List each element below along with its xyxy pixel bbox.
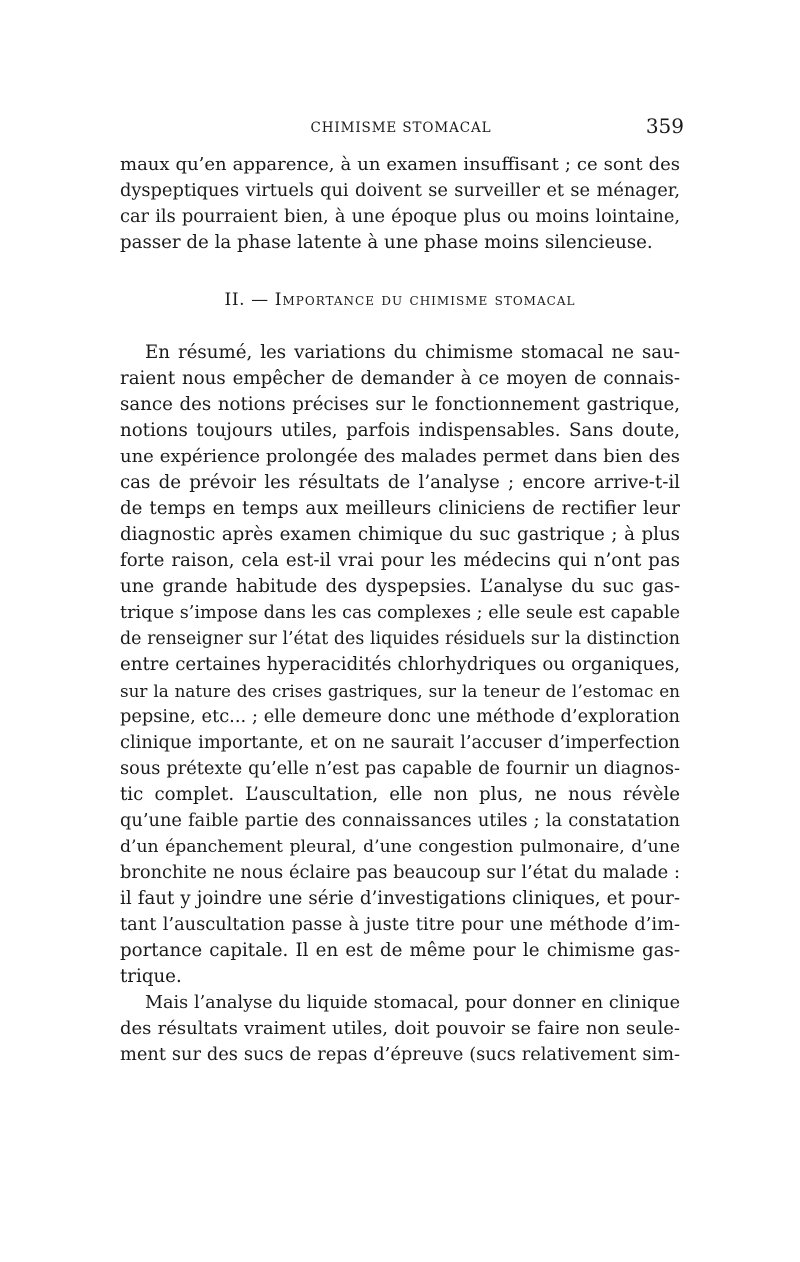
text-line: tant l’auscultation passe à juste titre pour une méthode d’im- xyxy=(120,914,680,935)
text-line: Mais l’analyse du liquide stomacal, pour donner en clinique xyxy=(145,993,680,1013)
text-line: d’un épanchement pleural, d’une congestion pulmonaire, d’une xyxy=(120,837,680,857)
text-line: diagnostic après examen chimique du suc gastrique ; à plus xyxy=(120,524,680,545)
running-head xyxy=(118,114,684,144)
text-line: sur la nature des crises gastriques, sur la teneur de l’estomac en xyxy=(120,681,680,701)
text-line: trique s’impose dans les cas complexes ; elle seule est capable xyxy=(120,603,680,623)
text-line: une expérience prolongée des malades permet dans bien des xyxy=(120,446,680,467)
text-line: dyspeptiques virtuels qui doivent se surveiller et se ménager, xyxy=(120,180,680,201)
text-line: sous prétexte qu’elle n’est pas capable de fournir un diagnos- xyxy=(120,758,680,779)
section-heading xyxy=(120,290,680,310)
text-line: cas de prévoir les résultats de l’analyse ; encore arrive-t-il xyxy=(120,472,680,493)
text-line: sance des notions précises sur le fonctionnement gastrique, xyxy=(120,394,680,415)
running-title: CHIMISME STOMACAL xyxy=(310,120,492,136)
text-line: tic complet. L’auscultation, elle non plus, ne nous révèle xyxy=(120,784,680,805)
text-line: En résumé, les variations du chimisme stomacal ne sau- xyxy=(145,342,680,363)
section-number: II. — xyxy=(224,290,269,310)
text-line: une grande habitude des dyspepsies. L’analyse du suc gas- xyxy=(120,576,680,597)
text-line: passer de la phase latente à une phase moins silencieuse. xyxy=(120,232,653,253)
text-line: maux qu’en apparence, à un examen insuffisant ; ce sont des xyxy=(120,154,680,175)
text-line: de renseigner sur l’état des liquides résiduels sur la distinction xyxy=(120,629,680,649)
text-line: des résultats vraiment utiles, doit pouvoir se faire non seule- xyxy=(120,1018,680,1039)
text-line: il faut y joindre une série d’investigations cliniques, et pour- xyxy=(120,888,680,909)
page-number: 359 xyxy=(645,114,684,138)
text-line: pepsine, etc... ; elle demeure donc une méthode d’exploration xyxy=(120,706,680,727)
text-line: clinique importante, et on ne saurait l’accuser d’imperfection xyxy=(120,732,680,753)
section-title: Importance du chimisme stomacal xyxy=(274,290,576,310)
text-line: ment sur des sucs de repas d’épreuve (sucs relativement sim- xyxy=(120,1044,680,1065)
text-line: qu’une faible partie des connaissances utiles ; la constatation xyxy=(120,810,680,831)
text-line: entre certaines hyperacidités chlorhydriques ou organiques, xyxy=(120,654,680,675)
text-line: notions toujours utiles, parfois indispensables. Sans doute, xyxy=(120,420,680,441)
text-line: raient nous empêcher de demander à ce moyen de connais- xyxy=(120,368,680,389)
text-line: de temps en temps aux meilleurs cliniciens de rectifier leur xyxy=(120,498,680,519)
text-line: portance capitale. Il en est de même pour le chimisme gas- xyxy=(120,940,680,961)
text-line: bronchite ne nous éclaire pas beaucoup sur l’état du malade : xyxy=(120,862,680,883)
text-line: trique. xyxy=(120,966,182,987)
text-line: forte raison, cela est-il vrai pour les médecins qui n’ont pas xyxy=(120,550,680,571)
text-line: car ils pourraient bien, à une époque plus ou moins lointaine, xyxy=(120,206,680,227)
